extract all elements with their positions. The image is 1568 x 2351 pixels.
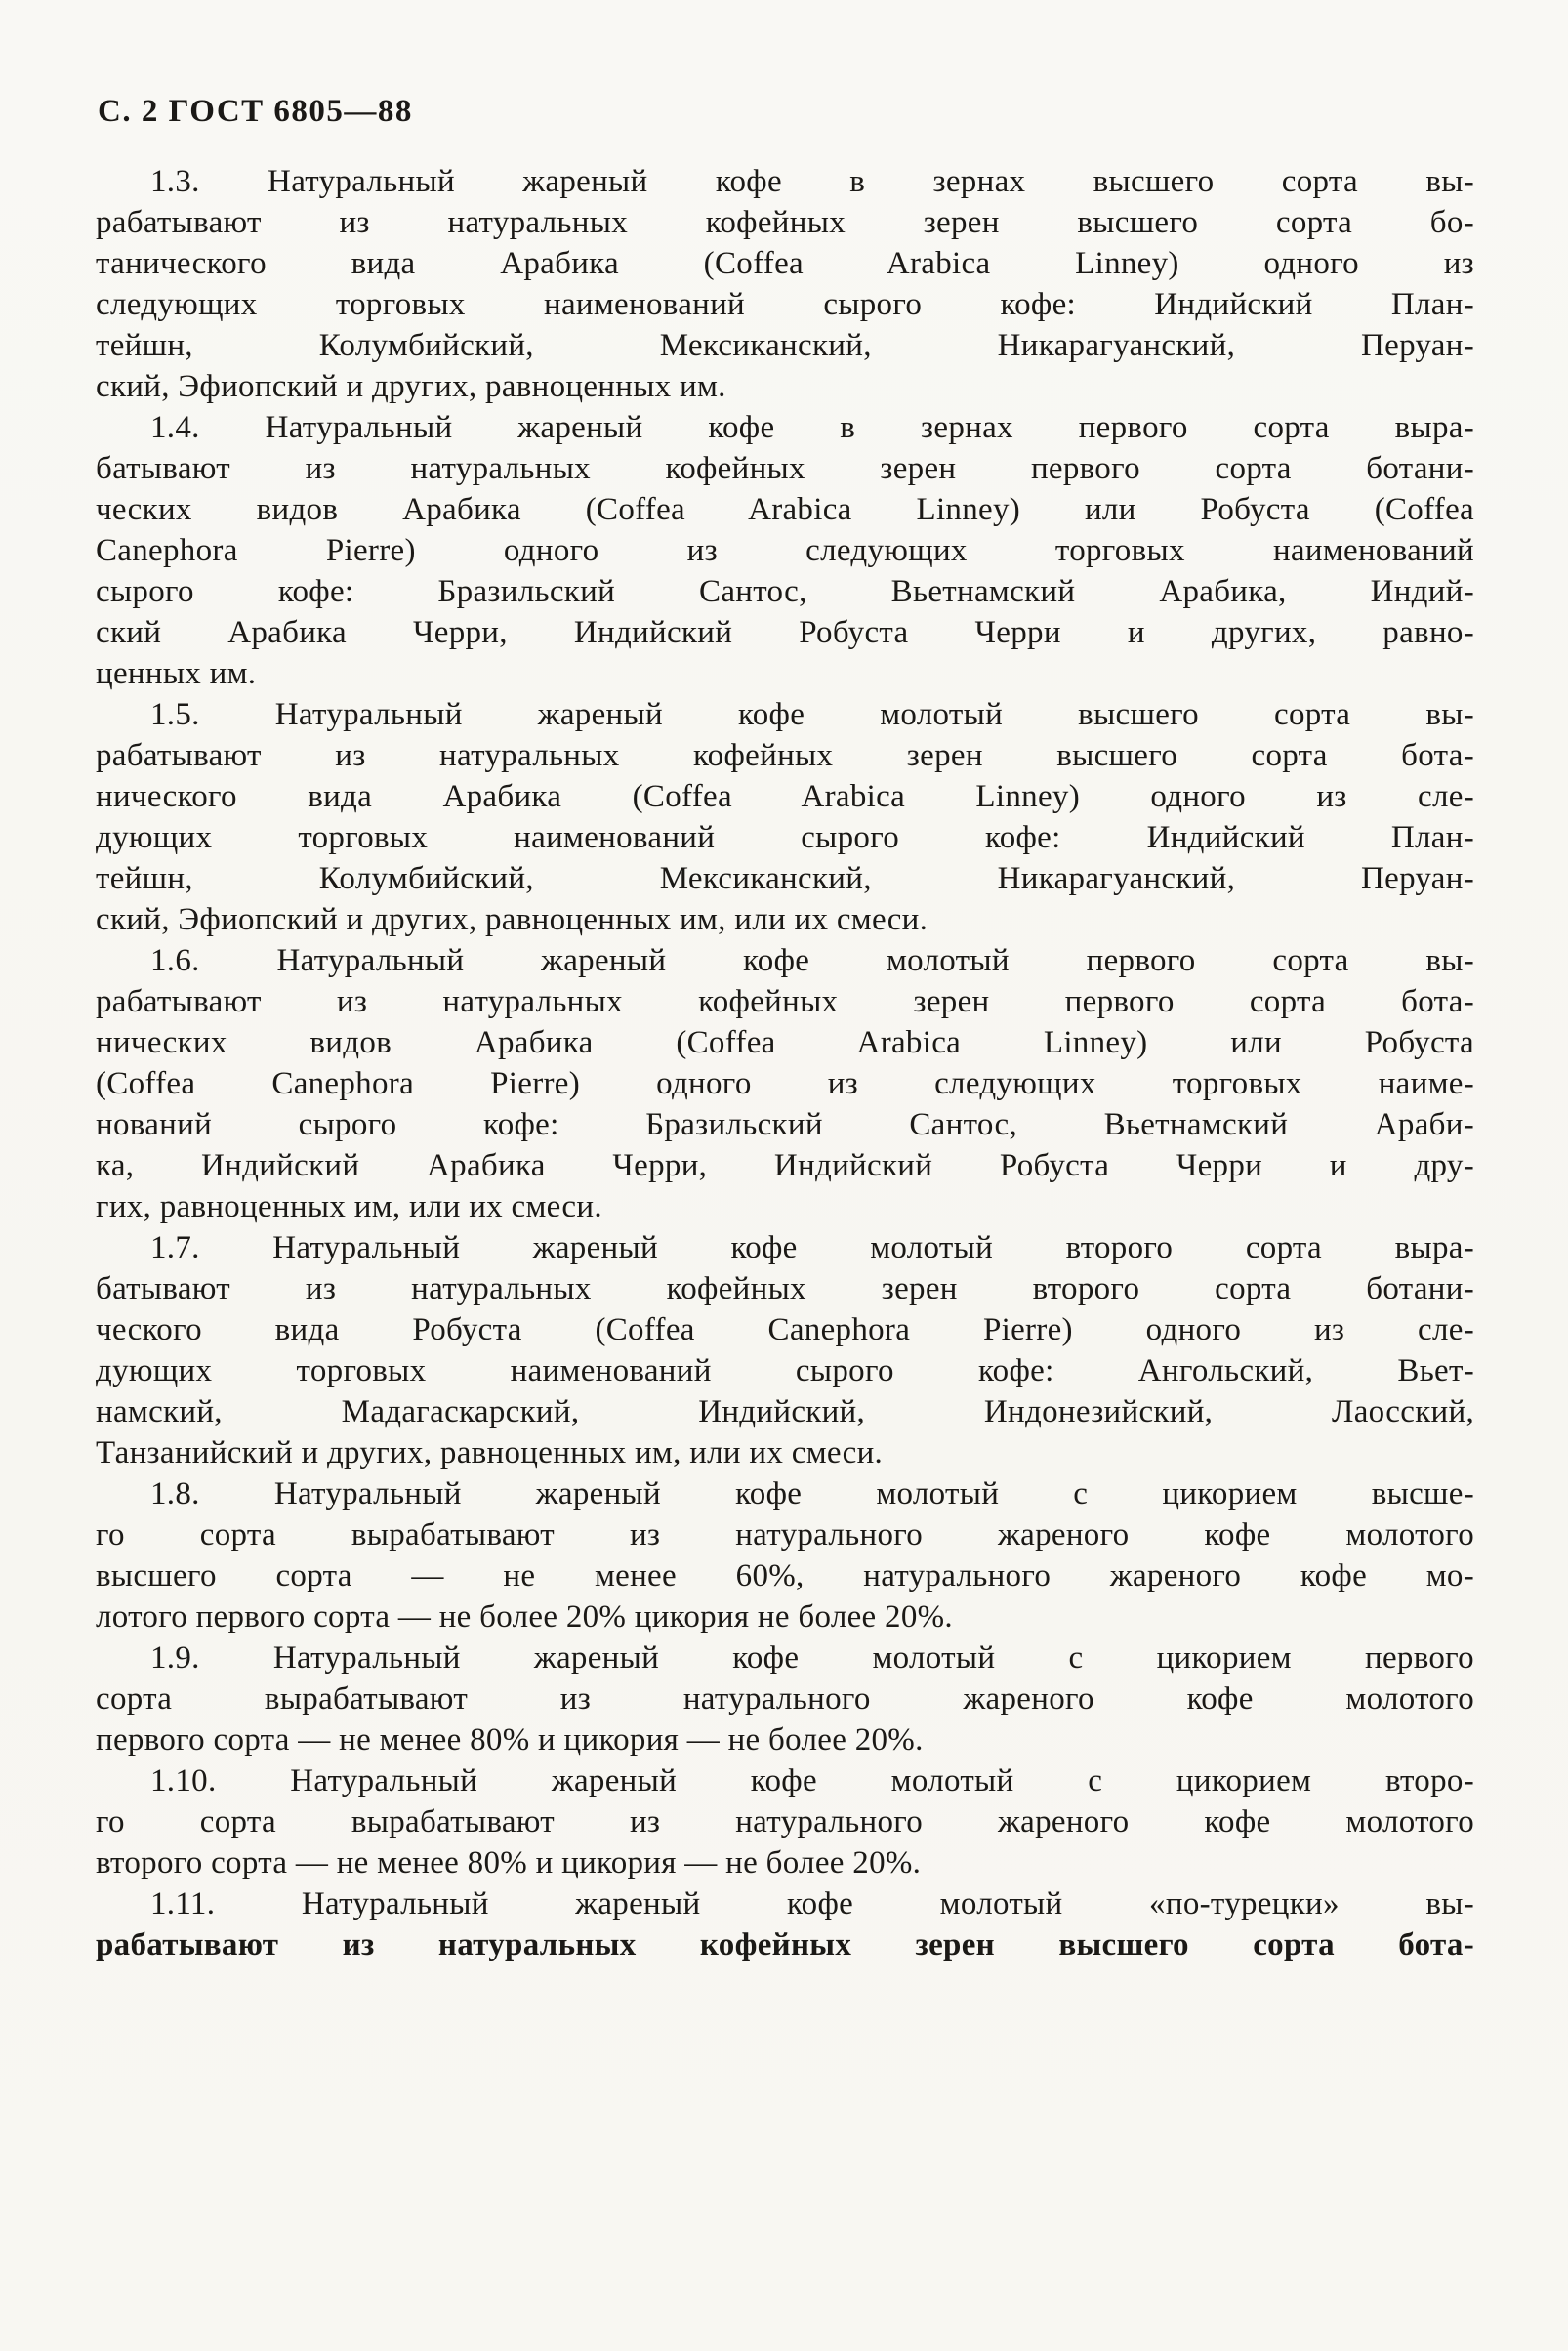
text-line: нического вида Арабика (Coffea Arabica Linney) одного из сле- [96,779,1474,814]
text-line: Танзанийский и других, равноценных им, или их смеси. [96,1435,884,1470]
paragraph-1-9 [96,1637,1474,1760]
text-line: намский, Мадагаскарский, Индийский, Индонезийский, Лаосский, [96,1394,1474,1429]
text-line: 1.8. Натуральный жареный кофе молотый с цикорием высше- [150,1476,1474,1511]
text-line: тейшн, Колумбийский, Мексиканский, Никарагуанский, Перуан- [96,328,1474,363]
paragraph-1-11 [96,1883,1474,1965]
text-line: дующих торговых наименований сырого кофе: Ангольский, Вьет- [96,1353,1474,1388]
text-line: дующих торговых наименований сырого кофе: Индийский План- [96,820,1474,855]
text-line: гих, равноценных им, или их смеси. [96,1189,602,1224]
text-line: ценных им. [96,656,257,691]
text-line: 1.11. Натуральный жареный кофе молотый «по-турецки» вы- [150,1886,1474,1921]
text-line: сырого кофе: Бразильский Сантос, Вьетнамский Арабика, Индий- [96,574,1474,609]
text-line: го сорта вырабатывают из натурального жареного кофе молотого [96,1804,1474,1839]
text-line: сорта вырабатывают из натурального жареного кофе молотого [96,1681,1474,1716]
text-line: ский, Эфиопский и других, равноценных им. [96,369,726,404]
text-line: рабатывают из натуральных кофейных зерен высшего сорта бо- [96,205,1474,240]
text-line: ческих видов Арабика (Coffea Arabica Linney) или Робуста (Coffea [96,492,1474,527]
text-line: 1.6. Натуральный жареный кофе молотый первого сорта вы- [150,943,1474,978]
text-line: го сорта вырабатывают из натурального жареного кофе молотого [96,1517,1474,1552]
text-line: 1.10. Натуральный жареный кофе молотый с цикорием второ- [150,1763,1474,1798]
paragraph-1-8 [96,1473,1474,1637]
text-line: второго сорта — не менее 80% и цикория — не более 20%. [96,1845,922,1880]
text-line: нований сырого кофе: Бразильский Сантос, Вьетнамский Араби- [96,1107,1474,1142]
text-line: батывают из натуральных кофейных зерен второго сорта ботани- [96,1271,1474,1306]
paragraph-1-7 [96,1227,1474,1473]
text-line: 1.5. Натуральный жареный кофе молотый высшего сорта вы- [150,697,1474,732]
text-line: рабатывают из натуральных кофейных зерен высшего сорта бота- [96,1927,1474,1962]
text-line: 1.4. Натуральный жареный кофе в зернах первого сорта выра- [150,410,1474,445]
text-line: ский Арабика Черри, Индийский Робуста Черри и других, равно- [96,615,1474,650]
text-line: Canephora Pierre) одного из следующих торговых наименований [96,533,1474,568]
text-line: высшего сорта — не менее 60%, натурального жареного кофе мо- [96,1558,1474,1593]
text-line: нических видов Арабика (Coffea Arabica Linney) или Робуста [96,1025,1474,1060]
paragraph-1-10 [96,1760,1474,1883]
text-line: лотого первого сорта — не более 20% цикория не более 20%. [96,1599,953,1634]
text-line: ка, Индийский Арабика Черри, Индийский Робуста Черри и дру- [96,1148,1474,1183]
text-line: батывают из натуральных кофейных зерен первого сорта ботани- [96,451,1474,486]
text-line: следующих торговых наименований сырого кофе: Индийский План- [96,287,1474,322]
page-header: С. 2 ГОСТ 6805—88 [98,94,413,129]
text-line: (Coffea Canephora Pierre) одного из следующих торговых наиме- [96,1066,1474,1101]
text-line: ческого вида Робуста (Coffea Canephora Pierre) одного из сле- [96,1312,1474,1347]
paragraph-1-3 [96,161,1474,407]
page-content [96,94,1474,1965]
text-line: первого сорта — не менее 80% и цикория — не более 20%. [96,1722,924,1757]
paragraph-1-5 [96,694,1474,940]
text-line: ский, Эфиопский и других, равноценных им, или их смеси. [96,902,928,937]
text-line: рабатывают из натуральных кофейных зерен первого сорта бота- [96,984,1474,1019]
paragraph-1-6 [96,940,1474,1227]
text-line: танического вида Арабика (Coffea Arabica Linney) одного из [96,246,1474,281]
text-line: 1.3. Натуральный жареный кофе в зернах высшего сорта вы- [150,164,1474,199]
text-line: 1.7. Натуральный жареный кофе молотый второго сорта выра- [150,1230,1474,1265]
text-line: 1.9. Натуральный жареный кофе молотый с цикорием первого [150,1640,1474,1675]
text-line: рабатывают из натуральных кофейных зерен высшего сорта бота- [96,738,1474,773]
text-line: тейшн, Колумбийский, Мексиканский, Никарагуанский, Перуан- [96,861,1474,896]
paragraph-1-4 [96,407,1474,694]
